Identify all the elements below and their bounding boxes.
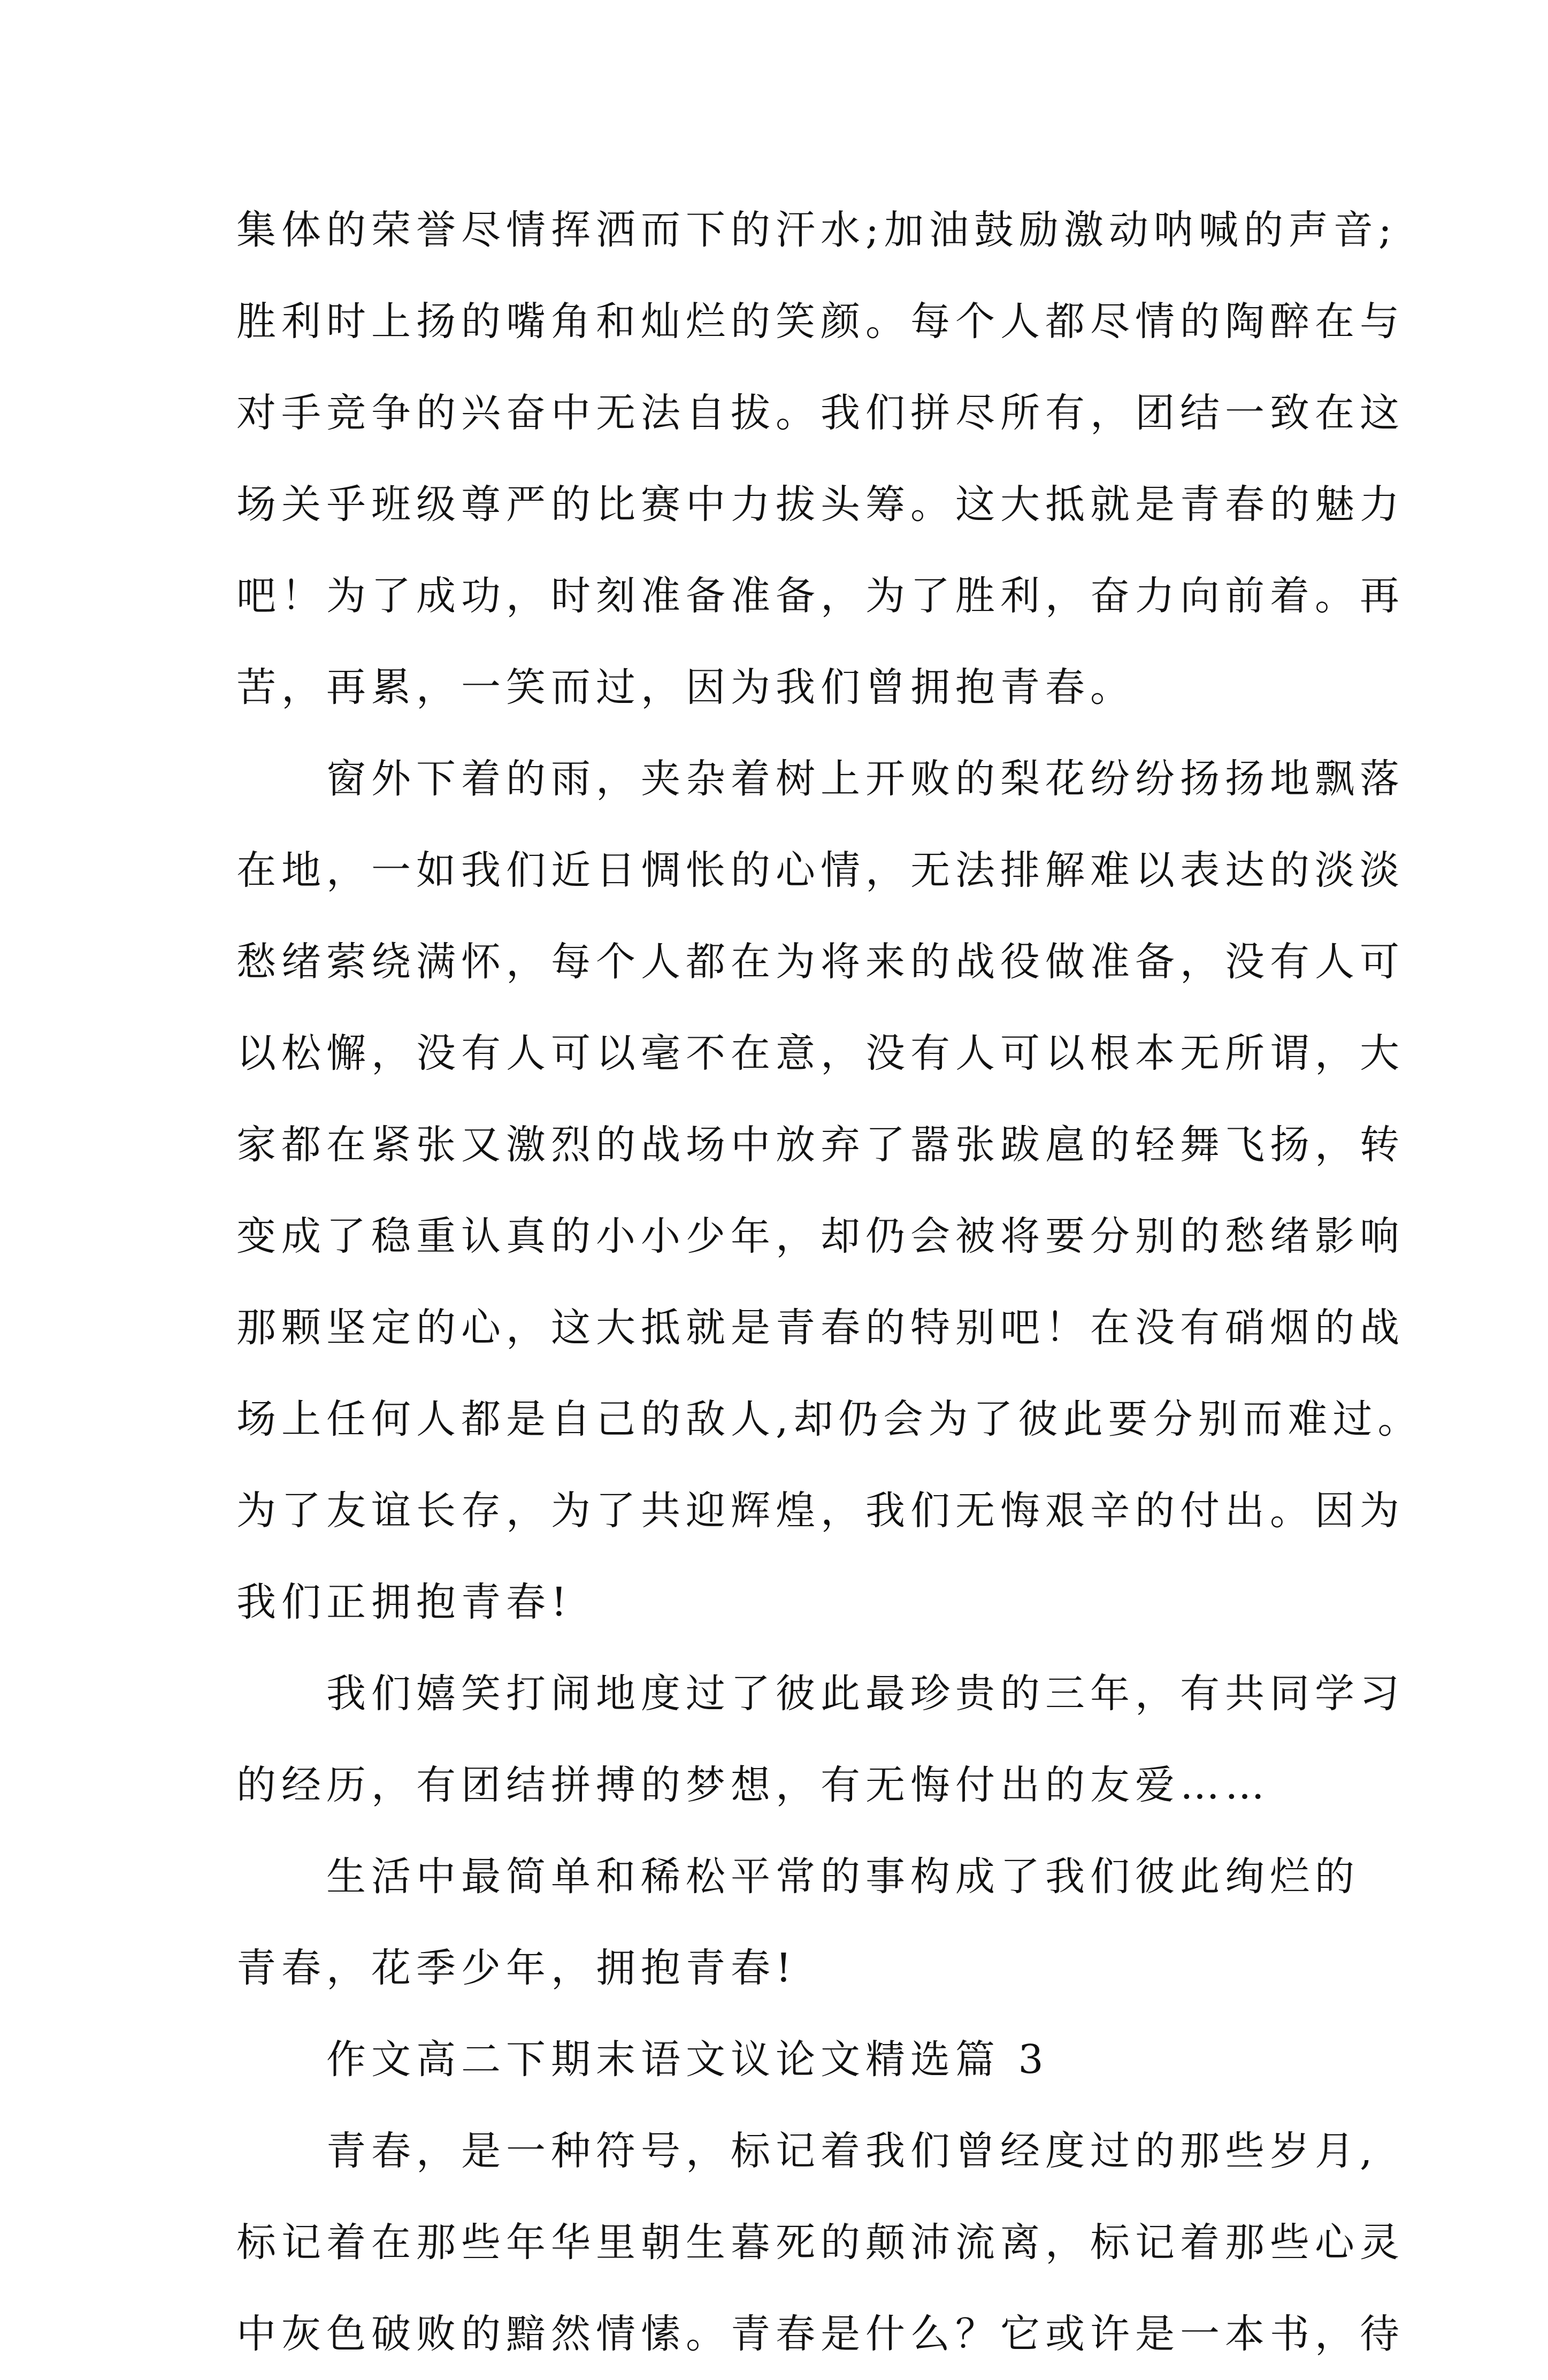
text-line: 为了友谊长存，为了共迎辉煌，我们无悔艰辛的付出。因为 xyxy=(236,1488,1405,1534)
text-line: 对手竞争的兴奋中无法自拔。我们拼尽所有，团结一致在这 xyxy=(236,390,1405,436)
text-line: 的经历，有团结拼搏的梦想，有无悔付出的友爱…… xyxy=(236,1762,1270,1808)
text-line: 变成了稳重认真的小小少年，却仍会被将要分别的愁绪影响 xyxy=(236,1213,1405,1259)
text-line: 场上任何人都是自己的敌人,却仍会为了彼此要分别而难过。 xyxy=(236,1396,1423,1442)
text-line: 吧！为了成功，时刻准备准备，为了胜利，奋力向前着。再 xyxy=(236,573,1405,619)
text-line: 青春，是一种符号，标记着我们曾经度过的那些岁月, xyxy=(236,2128,1378,2174)
text-line: 我们正拥抱青春! xyxy=(236,1579,572,1625)
text-line: 生活中最简单和稀松平常的事构成了我们彼此绚烂的 xyxy=(236,1854,1360,1900)
text-line: 苦，再累，一笑而过，因为我们曾拥抱青春。 xyxy=(236,664,1135,710)
text-line: 中灰色破败的黯然情愫。青春是什么？它或许是一本书，待 xyxy=(236,2311,1405,2357)
text-line: 场关乎班级尊严的比赛中力拔头筹。这大抵就是青春的魅力 xyxy=(236,481,1405,527)
text-line: 愁绪萦绕满怀，每个人都在为将来的战役做准备，没有人可 xyxy=(236,939,1405,985)
section-heading: 作文高二下期末语文议论文精选篇 3 xyxy=(236,2037,1049,2083)
text-line: 窗外下着的雨，夹杂着树上开败的梨花纷纷扬扬地飘落 xyxy=(236,756,1405,802)
text-line: 青春，花季少年，拥抱青春! xyxy=(236,1945,797,1991)
text-line: 以松懈，没有人可以毫不在意，没有人可以根本无所谓，大 xyxy=(236,1030,1405,1076)
text-line: 我们嬉笑打闹地度过了彼此最珍贵的三年，有共同学习 xyxy=(236,1671,1405,1717)
text-line: 胜利时上扬的嘴角和灿烂的笑颜。每个人都尽情的陶醉在与 xyxy=(236,299,1405,345)
body-text xyxy=(236,185,1423,2380)
text-line: 集体的荣誉尽情挥洒而下的汗水;加油鼓励激动呐喊的声音; xyxy=(236,207,1397,253)
text-line: 家都在紧张又激烈的战场中放弃了嚣张跋扈的轻舞飞扬，转 xyxy=(236,1122,1405,1168)
text-line: 标记着在那些年华里朝生暮死的颠沛流离，标记着那些心灵 xyxy=(236,2220,1405,2266)
text-line: 那颗坚定的心，这大抵就是青春的特别吧！在没有硝烟的战 xyxy=(236,1305,1405,1351)
text-line: 在地，一如我们近日惆怅的心情，无法排解难以表达的淡淡 xyxy=(236,847,1405,893)
